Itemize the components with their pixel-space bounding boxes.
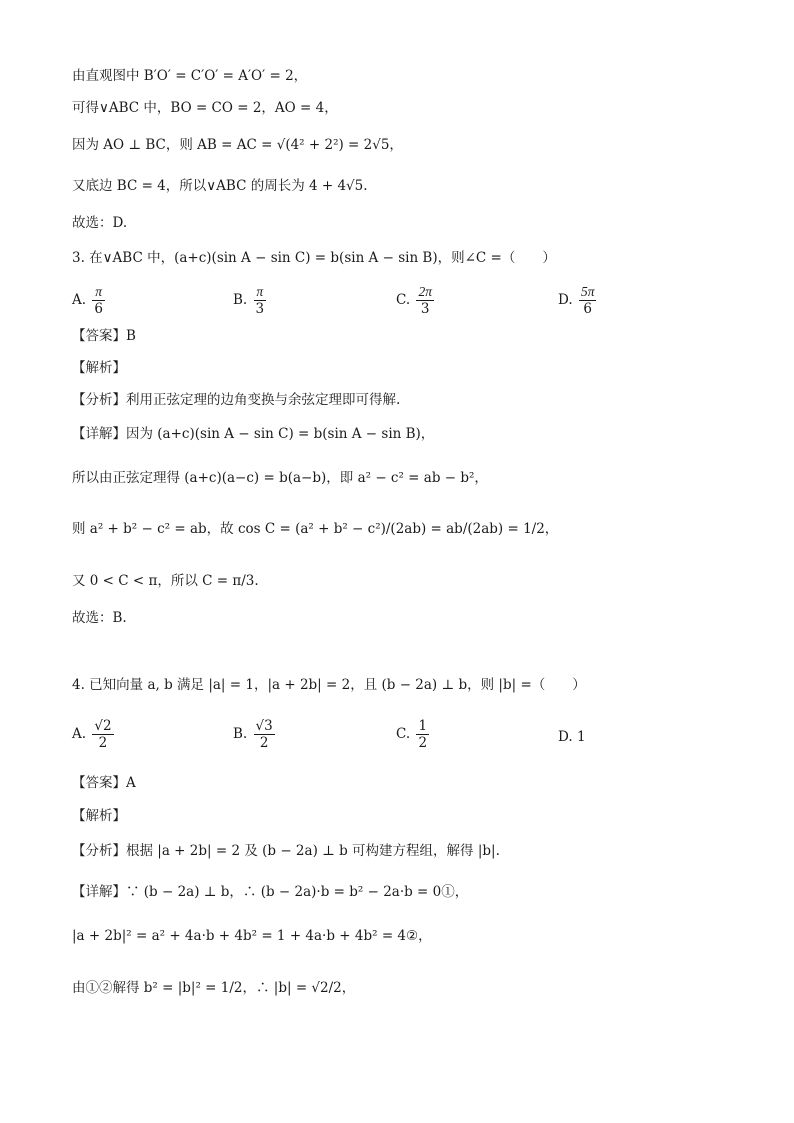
q3-option-a: A. $\frac{\pi}{6}$	[72, 284, 103, 317]
q4-analysis-heading: 【解析】	[72, 808, 126, 824]
solution-line-4: 又底边 BC = 4，所以∨ABC 的周长为 4 + 4√5.	[72, 178, 368, 194]
q4-detail-2: |a + 2b|² = a² + 4a·b + 4b² = 1 + 4a·b + 4b² = 4②，	[72, 928, 432, 944]
question-3-stem: 3. 在∨ABC 中，(a+c)(sin A − sin C) = b(sin A − sin B)，则∠C =（ ）	[72, 250, 556, 266]
q4-answer: 【答案】A	[72, 775, 136, 791]
q4-detail-3: 由①②解得 b² = |b|² = 1/2，∴ |b| = √2/2，	[72, 980, 356, 996]
q4-option-a: A. $\frac{√2}{2}$	[72, 718, 112, 751]
q3-detail-3: 则 a² + b² − c² = ab，故 cos C = (a² + b² − c²)/(2ab) = ab/(2ab) = 1/2，	[72, 521, 559, 537]
q3-detail-1: 【详解】因为 (a+c)(sin A − sin C) = b(sin A − sin B)，	[72, 426, 435, 442]
q3-analysis-heading: 【解析】	[72, 360, 126, 376]
q4-analysis: 【分析】根据 |a + 2b| = 2 及 (b − 2a) ⊥ b 可构建方程组，解得 |b|.	[72, 843, 500, 859]
q3-analysis: 【分析】利用正弦定理的边角变换与余弦定理即可得解.	[72, 392, 401, 408]
q4-detail-1: 【详解】∵ (b − 2a) ⊥ b，∴ (b − 2a)·b = b² − 2a·b = 0①，	[72, 884, 469, 900]
question-4-stem: 4. 已知向量 a, b 满足 |a| = 1，|a + 2b| = 2，且 (b − 2a) ⊥ b，则 |b| =（ ）	[72, 677, 586, 693]
q3-option-c: C. $\frac{2\pi}{3}$	[396, 284, 432, 317]
q3-choice: 故选：B.	[72, 610, 127, 626]
q4-option-c: C. $\frac{1}{2}$	[396, 718, 428, 751]
q3-detail-4: 又 0 < C < π，所以 C = π/3.	[72, 573, 259, 589]
q3-option-b: B. $\frac{\pi}{3}$	[233, 284, 265, 317]
q3-detail-2: 所以由正弦定理得 (a+c)(a−c) = b(a−b)，即 a² − c² = ab − b²，	[72, 470, 488, 486]
q4-option-b: B. $\frac{√3}{2}$	[233, 718, 273, 751]
q3-answer: 【答案】B	[72, 328, 136, 344]
choice-line-d: 故选：D.	[72, 215, 128, 231]
solution-line-1: 由直观图中 B′O′ = C′O′ = A′O′ = 2，	[72, 68, 308, 84]
solution-line-2: 可得∨ABC 中，BO = CO = 2，AO = 4，	[72, 100, 338, 116]
q3-option-d: D. $\frac{5\pi}{6}$	[558, 284, 595, 317]
solution-line-3: 因为 AO ⊥ BC，则 AB = AC = √(4² + 2²) = 2√5，	[72, 137, 403, 153]
q4-option-d: D. 1	[558, 729, 586, 745]
